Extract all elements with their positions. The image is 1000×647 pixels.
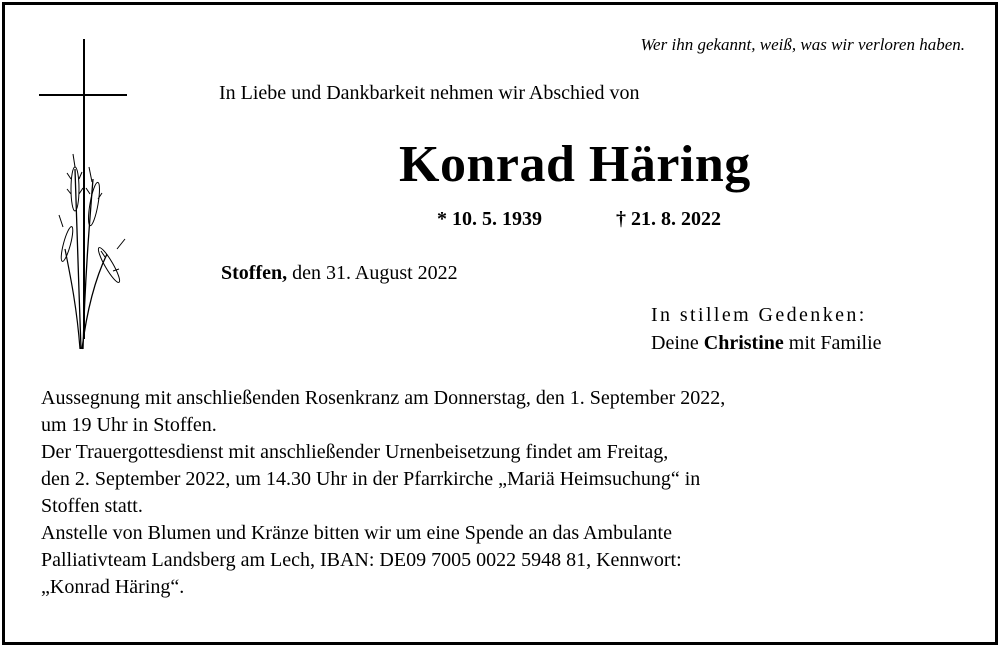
body-line: Palliativteam Landsberg am Lech, IBAN: DE09 7005 0022 5948 81, Kennwort: [41, 549, 682, 571]
body-line: Der Trauergottesdienst mit anschließender Urnenbeisetzung findet am Freitag, [41, 441, 669, 463]
mourners-suffix: mit Familie [788, 332, 882, 354]
birth-date: * 10. 5. 1939 [437, 208, 542, 230]
mourners-line1: In stillem Gedenken: [651, 304, 867, 326]
mourners [651, 301, 882, 357]
deceased-name: Konrad Häring [399, 136, 751, 193]
mourners-prefix: Deine [651, 332, 699, 354]
mourner-name: Christine [703, 332, 784, 354]
date: den 31. August 2022 [292, 262, 458, 284]
service-details [41, 385, 971, 601]
body-line: Stoffen statt. [41, 495, 143, 517]
body-line: Aussegnung mit anschließenden Rosenkranz am Donnerstag, den 1. September 2022, [41, 387, 726, 409]
place-and-date [221, 262, 458, 285]
intro-text: In Liebe und Dankbarkeit nehmen wir Abschied von [219, 82, 640, 104]
body-line: Anstelle von Blumen und Kränze bitten wir um eine Spende an das Ambulante [41, 522, 672, 544]
obituary-notice [2, 2, 998, 645]
body-line: den 2. September 2022, um 14.30 Uhr in der Pfarrkirche „Mariä Heimsuchung“ in [41, 468, 701, 490]
body-line: um 19 Uhr in Stoffen. [41, 414, 217, 436]
death-date: † 21. 8. 2022 [616, 208, 721, 230]
place: Stoffen, [221, 262, 288, 284]
motto: Wer ihn gekannt, weiß, was wir verloren haben. [640, 35, 965, 54]
cross-with-wheat-icon [37, 39, 137, 359]
mourners-line2 [651, 329, 882, 357]
body-line: „Konrad Häring“. [41, 576, 185, 598]
